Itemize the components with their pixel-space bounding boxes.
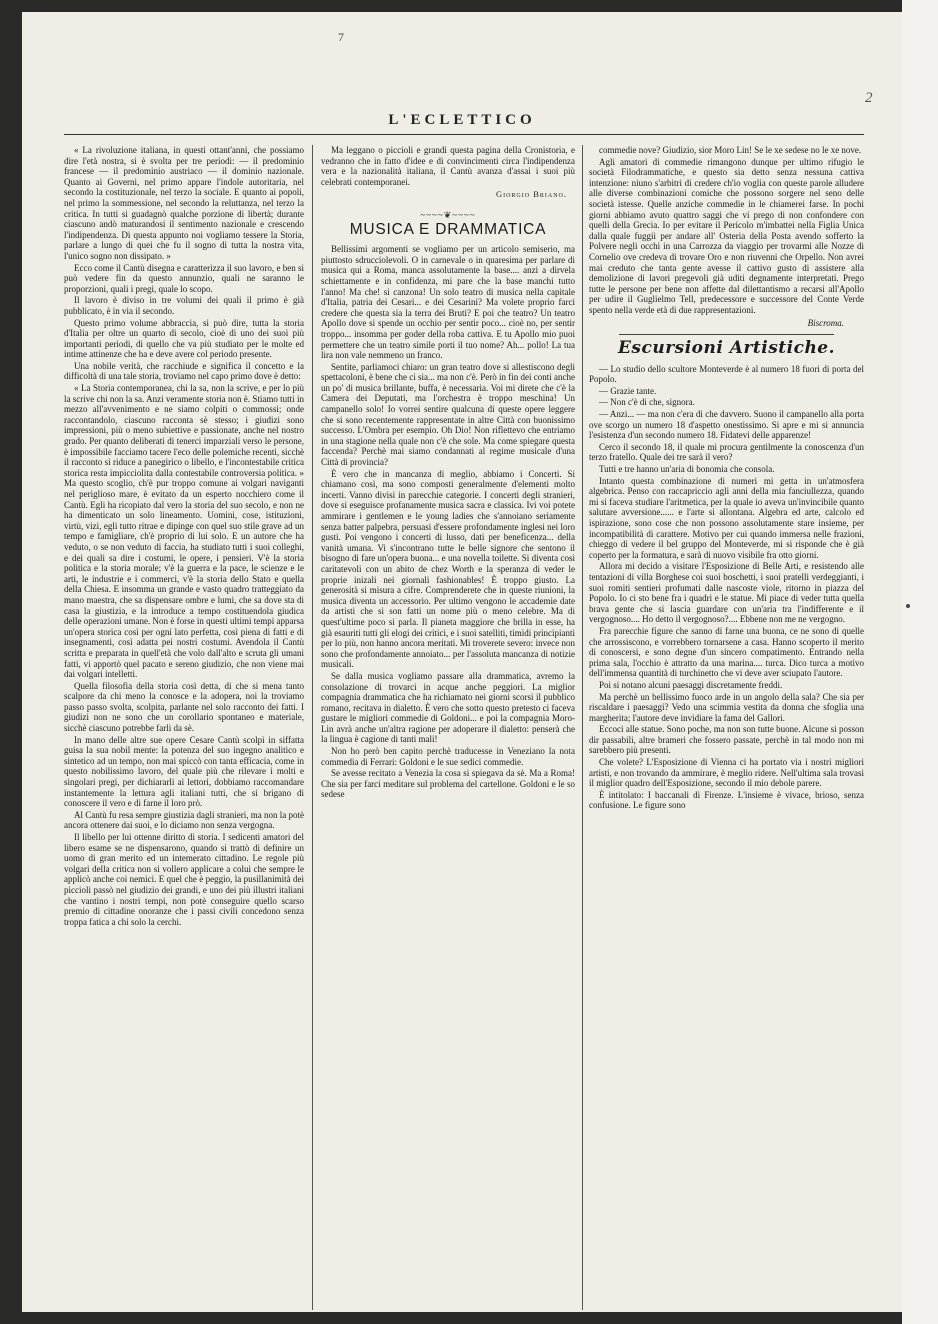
scan-margin: [902, 0, 938, 1324]
column-right: [589, 145, 864, 1310]
article-paragraph: — Anzi... — ma non c'era di che davvero. Suono il campanello alla porta ove scorgo un numero 18 d'aspetto onestissimo. Si apre e mi si annuncia l'esistenza d'un secondo numero 18. Fidatevi delle apparenze!: [589, 409, 864, 441]
article-paragraph: Questo primo volume abbraccia, si può dire, tutta la storia d'Italia per oltre un quarto di secolo, cioè di uno dei suoi più importanti periodi, di quello che va più studiato per le molte ed intime attinenze che ha e deve avere col periodo presente.: [64, 317, 304, 360]
article-paragraph: « La Storia contemporanea, chi la sa, non la scrive, e per lo più la scrive chi non la sa. Anzi veramente storia non è. Stiamo tutti in mezzo all'avvenimento e ne siamo colpiti o commossi; onde raccontandolo, ciascuno racconta sè stesso; i giudizi sono impressioni, più o meno subiettive e passionate, anche nel nostro grado. Per quanto deliberati di tenerci imparziali verso le persone, è impossibile facciamo tacere l'eco delle polemiche recenti, sicchè il racconto si riduce a panegirico o libello, e l'incontestabile critica storica resta impicciolita dalla contestabile controversia politica. » Ma questo scoglio, ch'è pur troppo comune ai volgari naviganti nel periglioso mare, è evitato da un esperto nocchiero come il Cantù. Egli ha ricopiato dal vero la storia del suo secolo, e non ne ha dimenticato un solo lineamento. Uomini, cose, istituzioni, virtù, vizi, egli tutto ritrae e dipinge con quel suo stile grave ad un tempo e famigliare, ch'è proprio di lui solo. E un autore che ha veduto, o se non veduto di faccia, ha studiato tutti i suoi colleghi, e dei quali sa dire i costumi, le opere, i pensieri. V'è la storia politica e la storia morale; v'è la guerra e la pace, le scienze e le arti, le industrie e i commerci, v'è la storia dello Stato e quella della Chiesa. E insomma un grande e vasto quadro tratteggiato da mano maestra, che sa dispensare ombre e lumi, che sa dove sta di casa la giustizia, e la introduce a tempo costituendola giudica delle operazioni umane. Non è forse in questi ultimi tempi apparsa un'opera storica così per ogni lato perfetta, così piena di fatti e di insegnamenti, così adatta pei nostri costumi. Avendola il Cantù scritta e preparata in quell'età che volo dall'alto e scruta gli umani fatti, vi apportò quel pacato e sereno giudizio, che non viene mai dai volgari intelletti.: [64, 383, 304, 680]
article-paragraph: Intanto questa combinazione di numeri mi getta in un'atmosfera algebrica. Penso con raccapriccio agli anni della mia fanciullezza, quando mi si faceva studiare l'aritmetica, per la quale io aveva un'invincibile quanto salutare avversione...... e l'arte si allontana. Algebra ed arte, calcolo ed ispirazione, sono cose che non possono assolutamente stare insieme, per incompatibilità di carattere. Motivo per cui quando immersa nelle frazioni, chieggo di vedere il bel gruppo del Monteverde, mi si risponde che è già coperto per la formatura, e sarà di nuovo visibile fra otto giorni.: [589, 475, 864, 560]
column-divider-1: [312, 145, 313, 1310]
article-paragraph: Poi si notano alcuni paesaggi discretamente freddi.: [599, 679, 783, 690]
article-paragraph: È vero che in mancanza di meglio, abbiamo i Concerti. Si chiamano così, ma sono composti generalmente d'elementi molto incerti. Vanno divisi in parecchie categorie. I concerti degli stranieri, dove si eseguisce profanamente musica sacra e classica. Ivi voi potete ammirare i gentlemen e le young ladies che s'annoiano seriamente senza batter palpebra, persuasi d'essere profondamente inglesi nei loro gusti. Poi vengono i concerti di lusso, dati per beneficenza... della vanità umana. Vi s'incontrano tutte le belle signore che sentono il bisogno di fare un'opera buona... e una novella toilette. Si diventa così caritatevoli con un abito de chez Worth e la speranza di veder le proprie inizali nei giornali fashionables! È troppo giusto. La generosità si misura a cifre. Comprenderete che in queste riunioni, la musica diventa un accessorio. Per ultimo vengono le accademie date da artisti che si son fatti un nome più o meno celebre. Ma di quest'ultime poco si parla. Il pianeta maggiore che brilla in esse, ha già esauriti tutti gli elogi dei critici, e i suoi satelliti, timidi principianti per lo più, non hanno ancora meritati. Mi troverete severo: invece non sono che profondamente annoiato... per l'assoluta mancanza di notizie musicali.: [321, 468, 575, 670]
article-paragraph: È intitolato: I baccanali di Firenze. L'insieme è vivace, brioso, senza confusione. Le figure sono: [589, 789, 864, 811]
article-paragraph: Bellissimi argomenti se vogliamo per un articolo semiserio, ma piuttosto sdrucciolevoli. O in carnevale o in quaresima per parlare di musica qui a Roma, manca assolutamente la base.... anzi a dirvela schiettamente e in confidenza, mi pare che la base manchi tutto l'anno! Ma che! si canzona! Un solo teatro di musica nella capitale d'Italia, patria dei Cesari... e dei Cesarini? Ma volete proprio farci credere che questa sia la terra dei Bruti? E poi che teatro? Un teatro Apollo dove si spende un occhio per sentir poco... cioè no, per sentir troppo... insomma per goder della roba cattiva. E tu Apollo mio puoi permettere che un teatro simile porti il tuo nome? Ah... pollo! La tua lira non vale nemmeno un franco.: [321, 244, 575, 361]
article-paragraph: Ecco come il Cantù disegna e caratterizza il suo lavoro, e ben si può vedere fin da questo annunzio, quali ne saranno le proporzioni, quali i pregi, quale lo scopo.: [64, 262, 304, 294]
scan-speck: [906, 604, 910, 608]
newspaper-page: [22, 12, 902, 1312]
masthead-rule: [64, 134, 864, 135]
author-signature: Giorgio Briano.: [495, 189, 567, 200]
article-paragraph: — Non c'è di che, signora.: [599, 397, 695, 408]
column-middle: [321, 145, 575, 1310]
article-paragraph: Che volete? L'Esposizione di Vienna ci ha portato via i nostri migliori artisti, e non trovando da ammirare, è meglio ridere. Nell'ultima sala trovasi il miglior quadro dell'Esposizione, secondo il mio debole parere.: [589, 757, 864, 789]
column-left: [64, 145, 304, 1310]
article-paragraph: Allora mi decido a visitare l'Esposizione di Belle Arti, e resistendo alle tentazioni di villa Borghese coi suoi boschetti, i suoi pratelli verdeggianti, i suoi romiti sentieri profumati dalle nascoste viole, ritorno in piazza del Popolo. Io ci sto bene fra i quadri e le statue. Mi piace di veder tutta quella brava gente che si lascia guardare con un'aria tra l'indifferente e il vergognoso.... Ho detto il vergognoso?.... Ebbene non me ne vergogno.: [589, 561, 864, 625]
article-paragraph: Cerco il secondo 18, il quale mi procura gentilmente la conoscenza d'un terzo fratello. Quale dei tre sarà il vero?: [589, 441, 864, 463]
article-paragraph: Ma perchè un bellissimo fuoco arde in un angolo della sala? Che sia per riscaldare i paesaggi? Vedo una scimmia vestita da donna che sfoglia una margherita; l'autore deve invidiare la fama del Gallori.: [589, 691, 864, 723]
article-paragraph: Se avesse recitato a Venezia la cosa si spiegava da sè. Ma a Roma! Che sia per farci meditare sul problema del cartellone. Goldoni e le so sedese: [321, 768, 575, 800]
article-paragraph: Eccoci alle statue. Sono poche, ma non son tutte buone. Alcune si posson dir passabili, altre brameri che fossero passate, perchè in tal modo non mi sarebbero più presenti.: [589, 724, 864, 756]
article-paragraph: Il libello per lui ottenne diritto di storia. I sedicenti amatori del libero esame se ne dispensarono, quando si trattò di definire un uomo di gran merito ed un intemerato cittadino. Le regole più volgari della critica non si vollero applicare a colui che sempre le applicò anche coi nemici. E quel che è peggio, la pusillanimità dei piccioli passò nel giudizio dei grandi, e uno dei più illustri italiani che vantino i nostri tempi, non potè conseguire quello scarso premio di cittadine onoranze che i passi civili concedono senza troppa fatica a chi solo la cerchi.: [64, 832, 304, 927]
page-number: 2: [865, 90, 873, 106]
article-paragraph: Non ho però ben capito perchè traducesse in Veneziano la nota commedia di Ferrari: Goldoni e le sue sedici commedie.: [321, 746, 575, 767]
article-paragraph: Agli amatori di commedie rimangono dunque per ultimo rifugio le società Filodrammatiche, e questo sia detto senza nessuna cattiva intenzione: niuno s'arbitri di credere ch'io voglia con queste parole alludere alle diverse combinazioni comiche che possono sorgere nel seno delle società istesse. Quelle anziche commedie in le chiamerei farse. In pochi giorni abbiamo avuto quattro saggi che vi prego di non confondere con quelli della Grecia. Io per evitare il Pericolo m'imbattei nella Figlia Unica dalla quale fuggii per andare all' Osteria della Posta avendo sofferto la Polvere negli occhi in una Carrozza da viaggio per trovarmi alle Nozze di Cornelio ove credeva di trovare Oro e non riuvenni che Orpello. Non avrei mai creduto che tanta gente avesse il cattivo gusto di assistere alla demolizione di lavori pregevoli già uditi degnamente interpretati. Prego tutte le persone per bene non affette dal dilettantismo a recarsi all'Apollo per udire il Guglielmo Tell, predecessore e successore del Conte Verde spento nella verde età di due rappresentazioni.: [589, 156, 864, 315]
article-paragraph: « La rivoluzione italiana, in questi ottant'anni, che possiamo dire l'età nostra, si è svolta per tre periodi: — il predominio francese — il predominio austriaco — il dominio nazionale. Quanto ai Governi, nel primo appare l'indole autoritaria, nel secondo la costituzionale, nel terzo la sociale. E quanto ai popoli, nel primo la sommessione, nel secondo la reluttanza, nel terzo la critica. In tutti si guadagnò qualche porzione di libertà; durante ciascuno andò maturandosi il sentimento nazionale e crescendo l'indipendenza. Di questa appunto noi vogliamo tessere la Storia, parlare a lungo di quei che fu il sogno di tutta la nostra vita, l'unico sogno non dissipato. »: [64, 145, 304, 261]
article-paragraph: Tutti e tre hanno un'aria di bonomia che consola.: [599, 464, 775, 475]
column-divider-2: [582, 145, 583, 1310]
article-paragraph: — Lo studio dello scultore Monteverde è al numero 18 fuori di porta del Popolo.: [589, 363, 864, 385]
article-paragraph: Fra parecchie figure che sanno di farne una buona, ce ne sono di quelle che arrossiscono, e vorrebbero tornarsene a casa. Hanno scoperto il merito di conoscersi, e sono degne d'un sincero compatimento. Entrando nella prima sala, l'occhio è attratto da una marina.... turca. Dico turca a motivo dell'immensa quantità di turchinetto che vi deve aver sciupato l'autore.: [589, 625, 864, 679]
article-paragraph: Una nobile verità, che racchiude e significa il concetto e la difficoltà di una tale storia, troviamo nel capo primo dove è detto:: [64, 360, 304, 382]
top-mark: 7: [338, 30, 344, 44]
section-heading: MUSICA E DRAMMATICA: [349, 220, 547, 238]
article-paragraph: In mano delle altre sue opere Cesare Cantù scolpì in siffatta guisa la sua nobil mente: la potenza del suo ingegno analitico e sintetico ad un tempo, non mai spiccò con tanta efficacia, come in questo nobilissimo lavoro, del quale più che rilevare i molti e singolari pregi, per dichiararli ai lettori, dobbiamo raccomandare instantemente la lettura agli italiani tutti, che si brigano di conoscere il vero e di farne il loro prò.: [64, 734, 304, 809]
article-paragraph: Quella filosofia della storia così detta, di che si mena tanto scalpore da chi meno la conosce e la adopera, noi la troviamo passo passo svolta, scolpita, parlante nel solo racconto dei fatti. I giudizi non ne sono che un corollario spontaneo e materiale, sicchè ciascuno potrebbe farli da sè.: [64, 680, 304, 734]
author-signature: Biscroma.: [807, 317, 844, 328]
article-paragraph: — Grazie tante.: [599, 385, 657, 396]
masthead-title: L'ECLETTICO: [388, 112, 536, 128]
article-paragraph: Ma leggano o piccioli e grandi questa pagina della Cronistoria, e vedranno che in fatto d'idee e di convincimenti circa l'indipendenza vera e la nazionalità italiana, il Cantù avanza d'assai i suoi più celebrati contemporanei.: [321, 145, 575, 187]
section-ornament: ~~~~❦~~~~: [420, 209, 476, 220]
section-heading: Escursioni Artistiche.: [617, 338, 836, 359]
article-paragraph: Il lavoro è diviso in tre volumi dei quali il primo è già pubblicato, è in via il secondo.: [64, 295, 304, 316]
article-paragraph: commedie nove? Giudizio, sior Moro Lin! Se le xe sedese no le xe nove.: [599, 145, 862, 155]
article-paragraph: Se dalla musica vogliamo passare alla drammatica, avremo la consolazione di trovarci in acque anche peggiori. La miglior compagnia drammatica che ha richiamato nei giorni scorsi il pubblico romano, recitava in dialetto. È vero che sotto questo pretesto ci faceva gustare le migliori commedie di Goldoni... e poi la compagnia Moro-Lin avrà anche un'altra ragione per adoperare il dialetto: penserà che la lingua è cagione di tanti mali!: [321, 670, 575, 745]
article-paragraph: Sentite, parliamoci chiaro: un gran teatro dove si allestiscono degli spettacoloni, è bene che ci sia... ma non c'è. Però in fin dei conti anche un po' di musica brillante, buffa, è necessaria. Voi mi direte che c'è la Camera dei Deputati, ma l'orchestra è troppo meschina! Un campanello solo! Io vorrei sentire qualcuna di queste opere leggere che si sono recentemente rappresentate in altre Città con buonissimo successo. L'Ombra per esempio. Oh Dio! Non riflettevo che entriamo in una stagione nella quale non c'è che sole. Ma come spiegare questa faccenda? Perchè mai siamo condannati al regime musicale d'una Città di provincia?: [321, 361, 575, 468]
article-paragraph: Al Cantù fu resa sempre giustizia dagli stranieri, ma non la potè ancora ottenere dai suoi, e lo diciamo non senza vergogna.: [64, 809, 304, 831]
section-separator: [619, 334, 834, 335]
